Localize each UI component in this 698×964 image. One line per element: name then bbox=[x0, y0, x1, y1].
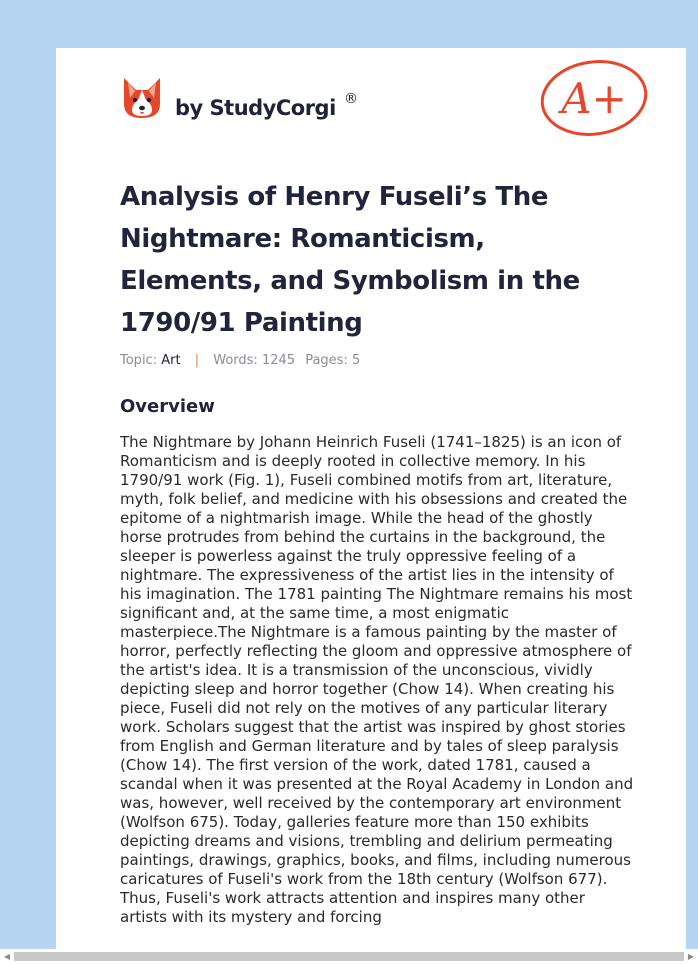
scroll-left-icon[interactable]: ◀ bbox=[3, 952, 11, 961]
document-page bbox=[56, 48, 686, 949]
topic-link[interactable]: Art bbox=[161, 353, 181, 368]
body-paragraph: The Nightmare by Johann Heinrich Fuseli (1741–1825) is an icon of Romanticism and is deeply rooted in collective memory. In his 1790/91 work (Fig. 1), Fuseli combined motifs from art, literature, myth, folk belief, and medicine with his obsessions and created the epitome of a nightmarish image. While the head of the ghostly horse protrudes from behind the curtains in the background, the sleeper is powerless against the truly oppressive feeling of a nightmare. The expressiveness of the artist lies in the intensity of his imagination. The 1781 painting The Nightmare remains his most significant and, at the same time, a most enigmatic masterpiece.The Nightmare is a famous painting by the master of horror, perfectly reflecting the gloom and oppressive atmosphere of the artist's idea. It is a transmission of the unconscious, vividly depicting sleep and horror together (Chow 14). When creating his piece, Fuseli did not rely on the motives of any particular literary work. Scholars suggest that the artist was inspired by ghost stories from English and German literature and by tales of sleep paralysis (Chow 14). The first version of the work, dated 1781, caused a scandal when it was presented at the Royal Academy in London and was, however, well received by the contemporary art environment (Wolfson 675). Today, galleries feature more than 150 exhibits depicting dreams and visions, trembling and delirium permeating paintings, drawings, graphics, books, and films, including numerous caricatures of Fuseli's work from the 18th century (Wolfson 677). Thus, Fuseli's work attracts attention and inspires many other artists with its mystery and forcing bbox=[120, 433, 634, 926]
registered-mark: ® bbox=[344, 91, 358, 107]
pages-label: Pages: bbox=[305, 353, 348, 368]
brand-name: by StudyCorgi bbox=[175, 96, 336, 120]
scroll-right-icon[interactable]: ▶ bbox=[687, 952, 695, 961]
words-value: 1245 bbox=[261, 353, 296, 368]
meta-separator: | bbox=[194, 353, 200, 368]
document-title: Analysis of Henry Fuseli’s The Nightmare: Romanticism, Elements, and Symbolism in the 1790/91 Painting bbox=[120, 182, 580, 338]
a-plus-grade-icon bbox=[538, 58, 650, 142]
words-label: Words: bbox=[213, 353, 258, 368]
section-heading: Overview bbox=[120, 396, 215, 417]
pages-value: 5 bbox=[351, 353, 361, 368]
grade-text: A+ bbox=[561, 74, 627, 123]
topic-label: Topic: bbox=[120, 353, 158, 368]
corgi-logo-icon bbox=[122, 76, 162, 120]
studycorgi-logo[interactable] bbox=[122, 76, 358, 120]
horizontal-scrollbar[interactable] bbox=[0, 949, 698, 964]
document-meta bbox=[120, 353, 360, 368]
scroll-thumb[interactable] bbox=[14, 952, 684, 961]
